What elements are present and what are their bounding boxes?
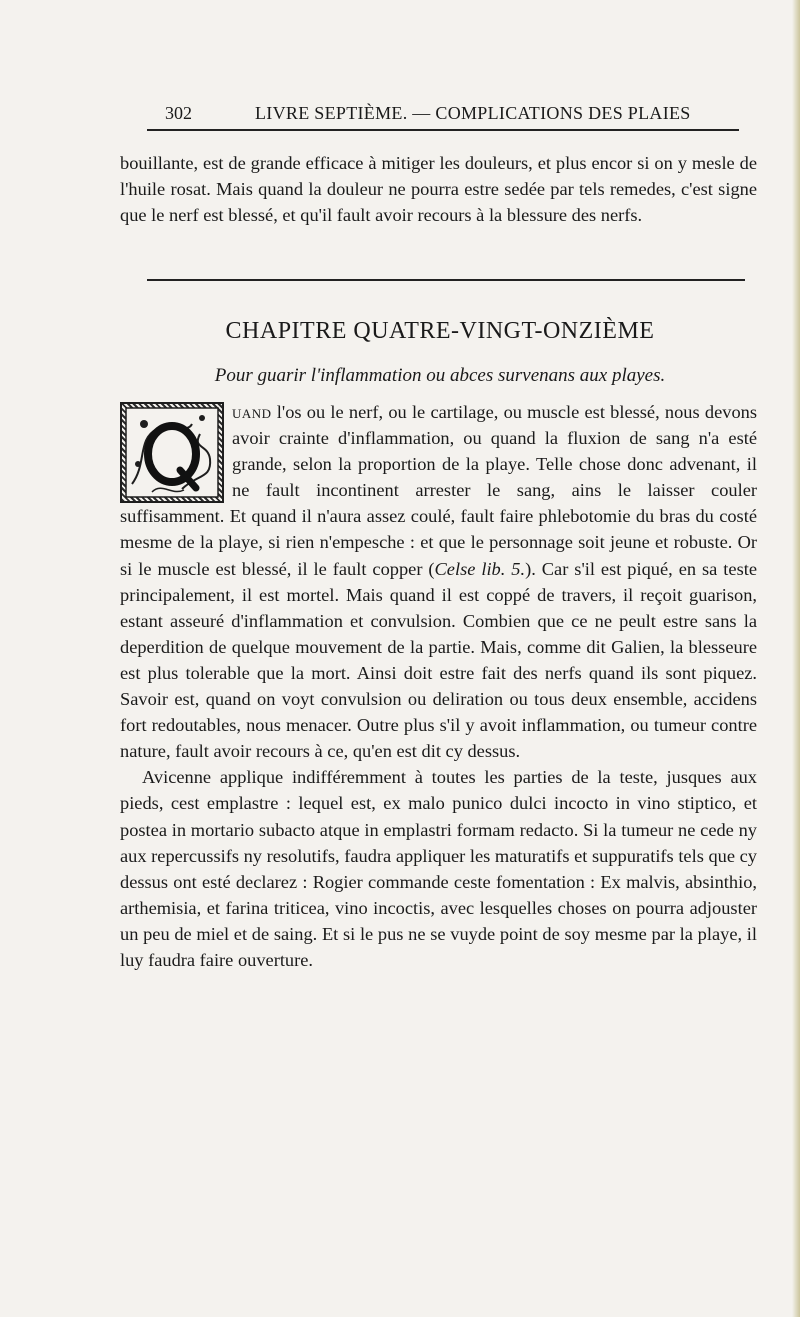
citation: Celse lib. 5. (434, 558, 526, 579)
intro-paragraph: bouillante, est de grande efficace à mitiger les douleurs, et plus encor si on y mesle de l'huile rosat. Mais quand la douleur ne pourra estre sedée par tels remedes, c'est signe que le nerf est blessé, et qu'il fault avoir recours à la blessure des nerfs. (120, 153, 757, 226)
header-rule (147, 129, 739, 131)
chapter-title: CHAPITRE QUATRE-VINGT-ONZIÈME (225, 318, 655, 344)
paragraph-1-continued: ). Car s'il est piqué, en sa teste principalement, il est mortel. Mais quand il est coppé de travers, il reçoit guarison, estant asseuré d'inflammation et convulsion. Combien que ce ne peult estre sans la deperdition de quelque mouvement de la partie. Mais, comme dit Galien, la blesseure est plus tolerable que la mort. Ainsi doit estre fait des nerfs quand ils sont piquez. Savoir est, quand on voyt convulsion ou deliration ou tous deux ensemble, accidens fort redoutables, nous menacer. Outre plus s'il y avoit inflammation, ou tumeur contre nature, fault avoir recours à ce, qu'en est dit cy dessus. (120, 558, 758, 762)
running-title: LIVRE SEPTIÈME. — COMPLICATIONS DES PLAIES (255, 103, 691, 123)
ornamental-drop-cap (120, 402, 224, 503)
drop-cap-ornament-icon (122, 404, 222, 501)
lead-word: uand (232, 402, 272, 422)
intro-paragraph-block (120, 150, 757, 228)
chapter-body (120, 399, 757, 973)
running-head (165, 103, 765, 127)
page-edge-shadow (792, 0, 800, 1317)
paragraph-2: Avicenne applique indifféremment à toutes les parties de la teste, jusques aux pieds, cest emplastre : lequel est, ex malo punico dulci incocto in vino stiptico, et postea in mortario subacto atque in emplastri formam redacto. Si la tumeur ne cede ny aux repercussifs ny resolutifs, faudra appliquer les maturatifs et suppuratifs tels que cy dessus ont esté declarez : Rogier commande ceste fomentation : Ex malvis, absinthio, arthemisia, et farina triticea, vino incoctis, avec lesquelles choses on pourra adjouster un peu de miel et de saing. Et si le pus ne se vuyde point de soy mesme par la playe, il luy faudra faire ouverture. (120, 767, 757, 970)
chapter-divider-rule (147, 279, 745, 281)
page-number: 302 (165, 103, 192, 123)
chapter-subtitle: Pour guarir l'inflammation ou abces survenans aux playes. (214, 365, 666, 386)
paragraph-1-text: l'os ou le nerf, ou le cartilage, ou muscle est blessé, nous devons avoir crainte d'inflammation, ou quand la fluxion de sang n'a esté grande, selon la proportion de la playe. Telle chose donc advenant, il ne fault incontinent arrester le sang, ains le laisser couler suffisamment. Et quand il n'aura assez coulé, fault faire phlebotomie du bras du costé mesme de la playe, si rien n'empesche : et que le personnage soit jeune et robuste. Or si le muscle est blessé, il le fault copper ( (120, 402, 757, 579)
